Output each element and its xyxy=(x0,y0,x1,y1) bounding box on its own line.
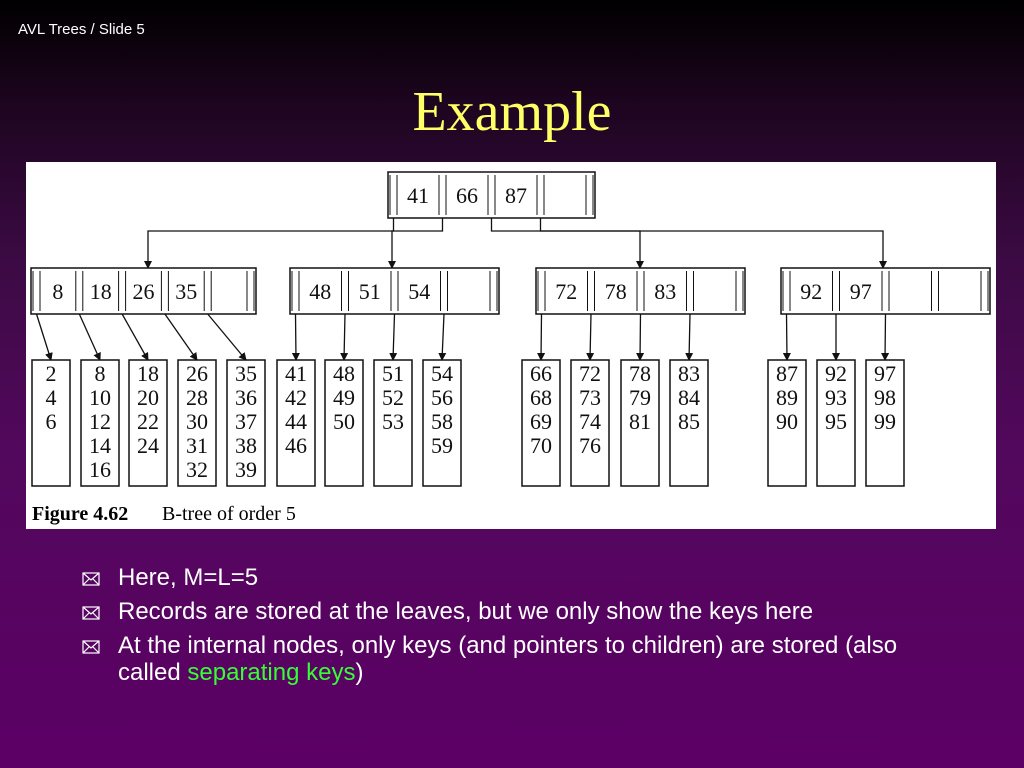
btree-diagram xyxy=(26,162,996,529)
pointer-arrow xyxy=(296,314,297,360)
leaf-key: 87 xyxy=(776,361,798,386)
leaf-node xyxy=(670,360,708,486)
leaf-key: 42 xyxy=(285,385,307,410)
leaf-key: 46 xyxy=(285,433,307,458)
node-key: 66 xyxy=(456,183,478,208)
node-key: 97 xyxy=(849,279,872,304)
pointer-arrow xyxy=(541,218,884,268)
bullet-text: Here, M=L=5 xyxy=(118,564,259,591)
leaf-key: 68 xyxy=(530,385,552,410)
node-key: 26 xyxy=(132,279,155,304)
leaf-key: 2 xyxy=(45,361,57,386)
bullet-item xyxy=(82,632,902,686)
leaf-key: 78 xyxy=(629,361,651,386)
leaf-key: 28 xyxy=(186,385,208,410)
leaf-key: 90 xyxy=(776,409,798,434)
pointer-arrow xyxy=(392,218,443,268)
leaf-node xyxy=(522,360,560,486)
pointer-arrow xyxy=(492,218,641,268)
pointer-arrow xyxy=(442,314,444,360)
leaf-key: 24 xyxy=(137,433,159,458)
leaf-key: 79 xyxy=(629,385,651,410)
leaf-key: 53 xyxy=(382,409,404,434)
pointer-arrow xyxy=(393,314,395,360)
leaf-key: 59 xyxy=(431,433,453,458)
leaf-node xyxy=(768,360,806,486)
leaf-node xyxy=(178,360,216,486)
node-key: 8 xyxy=(52,279,64,304)
node-key: 51 xyxy=(358,279,381,304)
leaf-key: 93 xyxy=(825,385,847,410)
leaf-key: 39 xyxy=(235,457,257,482)
leaf-key: 18 xyxy=(137,361,159,386)
root-node xyxy=(388,172,595,218)
leaf-key: 35 xyxy=(235,361,257,386)
leaf-key: 6 xyxy=(45,409,57,434)
leaf-key: 37 xyxy=(235,409,257,434)
slide-title: Example xyxy=(412,81,612,143)
leaf-key: 8 xyxy=(94,361,106,386)
leaf-key: 20 xyxy=(137,385,159,410)
leaf-key: 38 xyxy=(235,433,257,458)
pointer-arrow xyxy=(79,314,100,360)
leaf-key: 51 xyxy=(382,361,404,386)
leaf-node xyxy=(129,360,167,486)
node-key: 41 xyxy=(407,183,429,208)
leaf-key: 72 xyxy=(579,361,601,386)
leaf-node xyxy=(866,360,904,486)
leaf-key: 54 xyxy=(431,361,453,386)
leaf-key: 50 xyxy=(333,409,355,434)
leaf-key: 52 xyxy=(382,385,404,410)
pointer-arrow xyxy=(640,314,641,360)
leaf-key: 14 xyxy=(89,433,111,458)
leaf-key: 76 xyxy=(579,433,601,458)
leaf-node xyxy=(621,360,659,486)
pointer-arrow xyxy=(208,314,246,360)
envelope-icon xyxy=(82,572,100,586)
leaf-key: 66 xyxy=(530,361,552,386)
pointer-arrow xyxy=(885,314,886,360)
leaf-key: 12 xyxy=(89,409,111,434)
bullet-item xyxy=(82,598,902,625)
slide-header: AVL Trees / Slide 5 xyxy=(18,21,145,38)
leaf-key: 44 xyxy=(285,409,307,434)
leaf-node xyxy=(571,360,609,486)
leaf-key: 70 xyxy=(530,433,552,458)
bullet-list xyxy=(82,564,902,693)
leaf-key: 95 xyxy=(825,409,847,434)
leaf-key: 10 xyxy=(89,385,111,410)
pointer-arrow xyxy=(590,314,591,360)
pointer-arrow xyxy=(787,314,788,360)
pointer-arrow xyxy=(148,218,394,268)
bullet-item xyxy=(82,564,902,591)
node-key: 72 xyxy=(555,279,578,304)
leaf-node xyxy=(817,360,855,486)
separating-keys-highlight: separating keys xyxy=(187,659,356,686)
leaf-key: 30 xyxy=(186,409,208,434)
leaf-key: 56 xyxy=(431,385,453,410)
leaf-key: 32 xyxy=(186,457,208,482)
leaf-node xyxy=(277,360,315,486)
pointer-arrow xyxy=(541,314,542,360)
leaf-node xyxy=(374,360,412,486)
leaf-key: 99 xyxy=(874,409,896,434)
figure-caption: B-tree of order 5 xyxy=(162,503,296,525)
envelope-icon xyxy=(82,640,100,654)
leaf-node xyxy=(325,360,363,486)
leaf-key: 74 xyxy=(579,409,601,434)
node-key: 78 xyxy=(604,279,627,304)
leaf-key: 83 xyxy=(678,361,700,386)
leaf-key: 81 xyxy=(629,409,651,434)
node-key: 54 xyxy=(408,279,431,304)
leaf-key: 22 xyxy=(137,409,159,434)
bullet-text-after: ) xyxy=(355,659,364,686)
internal-node xyxy=(31,268,256,314)
leaf-key: 16 xyxy=(89,457,111,482)
node-key: 87 xyxy=(505,183,527,208)
pointer-arrow xyxy=(344,314,345,360)
node-key: 92 xyxy=(800,279,823,304)
btree-figure xyxy=(26,162,996,529)
leaf-key: 31 xyxy=(186,433,208,458)
leaf-key: 36 xyxy=(235,385,257,410)
leaf-node xyxy=(227,360,265,486)
leaf-node xyxy=(423,360,461,486)
pointer-arrow xyxy=(122,314,148,360)
leaf-key: 73 xyxy=(579,385,601,410)
leaf-key: 41 xyxy=(285,361,307,386)
leaf-key: 97 xyxy=(874,361,896,386)
bullet-text-before: At the internal nodes, only keys (and pointers to children) are stored (also called xyxy=(118,632,898,686)
leaf-node xyxy=(81,360,119,486)
leaf-key: 4 xyxy=(45,385,57,410)
leaf-key: 49 xyxy=(333,385,355,410)
node-key: 48 xyxy=(309,279,332,304)
leaf-key: 69 xyxy=(530,409,552,434)
pointer-arrow xyxy=(37,314,52,360)
figure-label: Figure 4.62 xyxy=(32,503,129,525)
node-key: 18 xyxy=(89,279,112,304)
leaf-key: 85 xyxy=(678,409,700,434)
leaf-key: 48 xyxy=(333,361,355,386)
leaf-key: 98 xyxy=(874,385,896,410)
internal-node xyxy=(536,268,745,314)
leaf-key: 58 xyxy=(431,409,453,434)
leaf-key: 89 xyxy=(776,385,798,410)
node-key: 83 xyxy=(654,279,677,304)
leaf-key: 26 xyxy=(186,361,208,386)
leaf-node xyxy=(32,360,70,486)
leaf-key: 92 xyxy=(825,361,847,386)
internal-node xyxy=(290,268,499,314)
envelope-icon xyxy=(82,606,100,620)
internal-node xyxy=(781,268,990,314)
pointer-arrow xyxy=(689,314,690,360)
bullet-text: Records are stored at the leaves, but we only show the keys here xyxy=(118,598,814,625)
leaf-key: 84 xyxy=(678,385,700,410)
pointer-arrow xyxy=(165,314,197,360)
node-key: 35 xyxy=(175,279,198,304)
